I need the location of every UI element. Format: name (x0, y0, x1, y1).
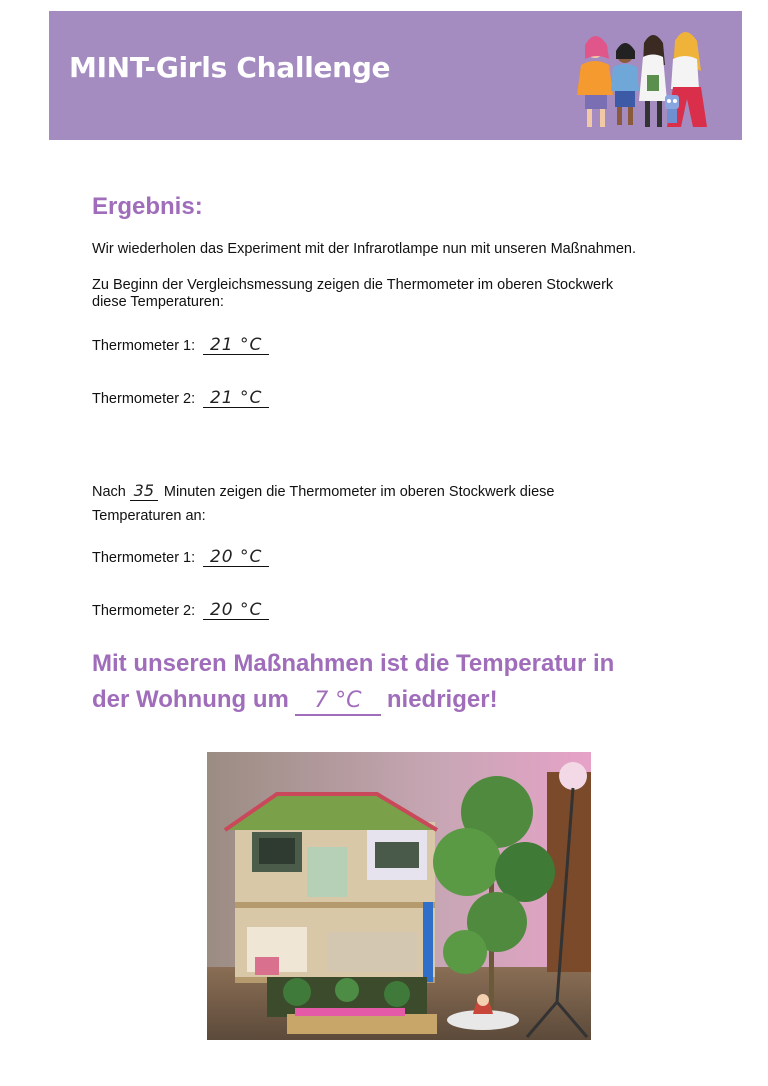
after-description-line2: Temperaturen an: (92, 508, 206, 524)
thermometer-value: 20 °C (203, 548, 269, 567)
minutes-value: 35 (130, 482, 158, 501)
conclusion-suffix: niedriger! (386, 686, 498, 713)
after-description (92, 480, 554, 528)
thermometer-label: Thermometer 1: (92, 338, 196, 354)
thermometer-label: Thermometer 2: (92, 603, 196, 619)
end-reading-2 (92, 601, 269, 620)
mint-girls-illustration (573, 25, 723, 133)
thermometer-value: 21 °C (203, 336, 269, 355)
thermometer-label: Thermometer 2: (92, 391, 196, 407)
after-prefix: Nach (92, 484, 126, 500)
thermometer-label: Thermometer 1: (92, 550, 196, 566)
thermometer-value: 20 °C (203, 601, 269, 620)
start-description (92, 277, 613, 311)
result-heading: Ergebnis: (92, 193, 203, 220)
intro-text: Wir wiederholen das Experiment mit der Infrarotlampe nun mit unseren Maßnahmen. (92, 241, 636, 257)
start-reading-1 (92, 336, 269, 355)
conclusion-prefix: der Wohnung um (92, 686, 289, 713)
end-reading-1 (92, 548, 269, 567)
start-description-line1: Zu Beginn der Vergleichsmessung zeigen die Thermometer im oberen Stockwerk (92, 277, 614, 293)
start-reading-2 (92, 389, 269, 408)
page-title: MINT-Girls Challenge (69, 51, 391, 84)
conclusion-line2 (92, 682, 498, 718)
start-description-line2: diese Temperaturen: (92, 294, 224, 310)
experiment-photo (207, 752, 591, 1040)
after-suffix: Minuten zeigen die Thermometer im oberen Stockwerk diese (163, 484, 555, 500)
thermometer-value: 21 °C (203, 389, 269, 408)
after-description-line1 (92, 480, 554, 504)
temperature-difference-value: 7 °C (295, 688, 381, 716)
conclusion-line1: Mit unseren Maßnahmen ist die Temperatur in (92, 650, 615, 677)
header-banner (49, 11, 742, 140)
